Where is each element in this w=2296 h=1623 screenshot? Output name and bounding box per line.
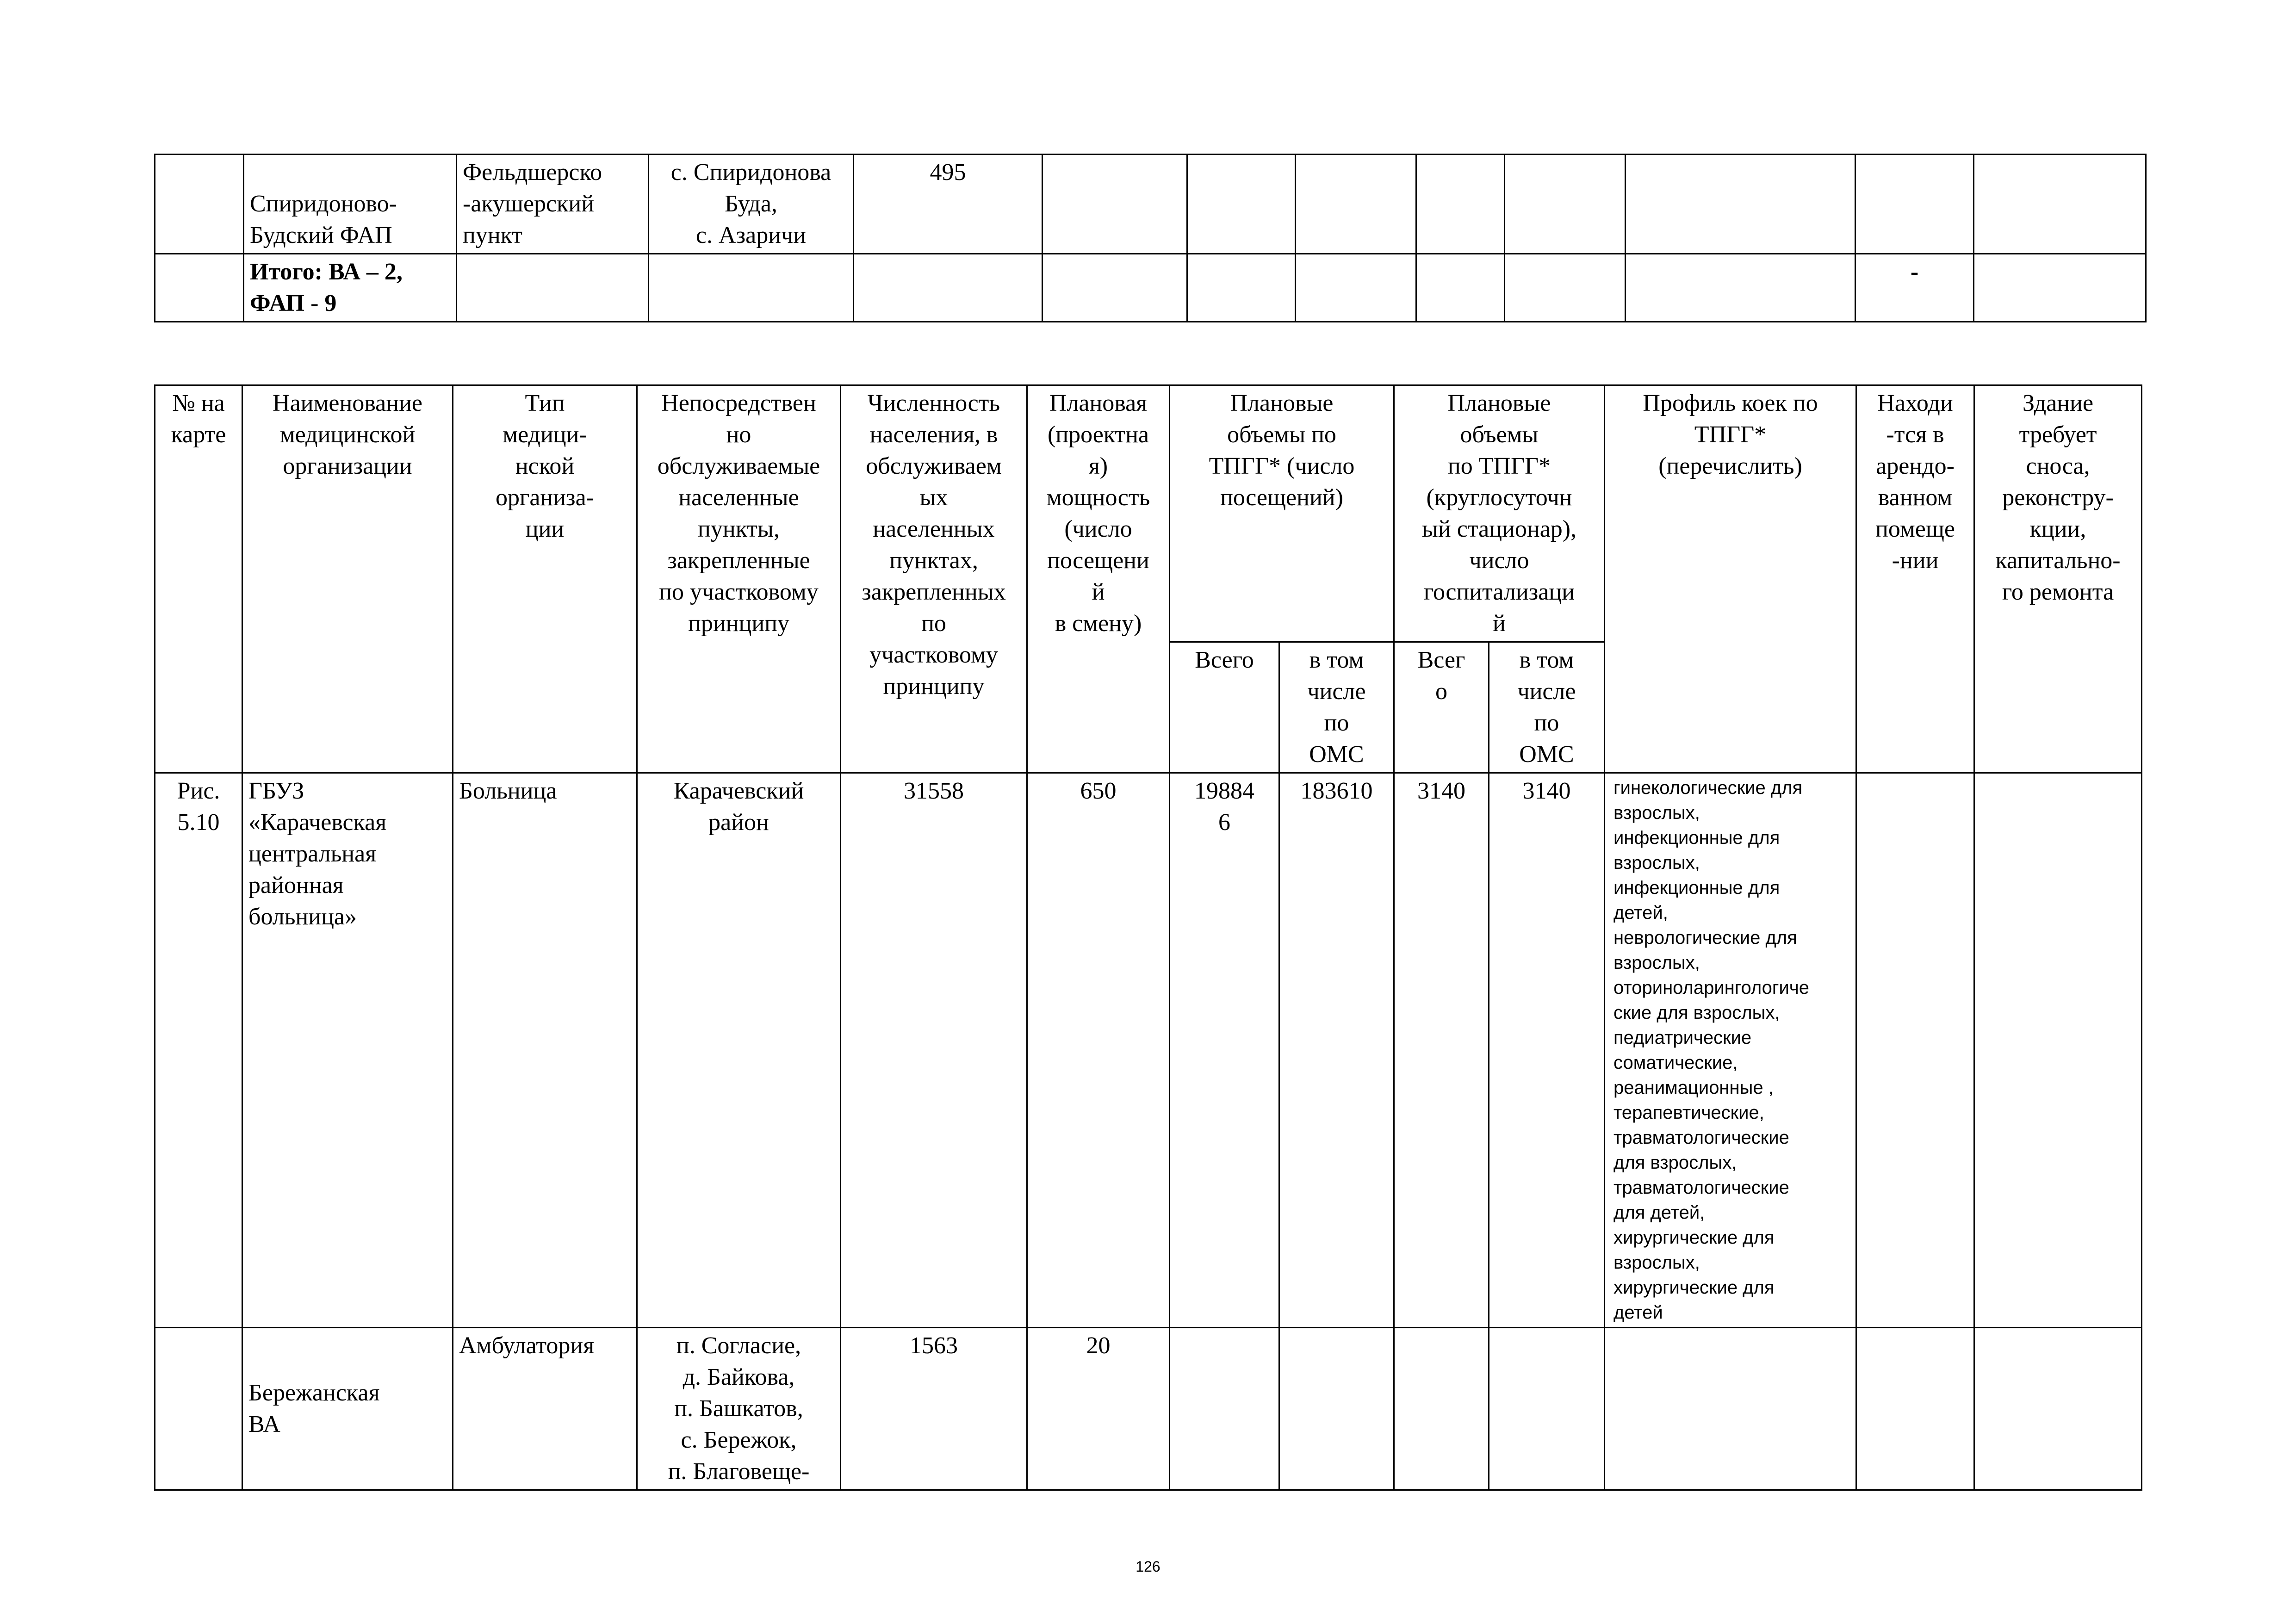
cell-name: Спиридоново- Будский ФАП bbox=[244, 155, 457, 254]
cell-type: Фельдшерско -акушерский пункт bbox=[457, 155, 649, 254]
table-row bbox=[155, 1328, 2142, 1490]
cell-visits-oms bbox=[1296, 155, 1416, 254]
header-map-number: № на карте bbox=[155, 385, 242, 773]
cell-repair bbox=[1974, 1328, 2142, 1490]
table-row bbox=[155, 254, 2146, 322]
cell-total-label: Итого: ВА – 2, ФАП - 9 bbox=[244, 254, 457, 322]
cell-rented bbox=[1856, 1328, 1974, 1490]
cell-visits-total bbox=[1170, 1328, 1279, 1490]
header-hosp-oms: в том числе по ОМС bbox=[1489, 642, 1605, 773]
page-number: 126 bbox=[1136, 1558, 1160, 1575]
cell-capacity: 650 bbox=[1027, 773, 1170, 1328]
cell-visits-total: 19884 6 bbox=[1170, 773, 1279, 1328]
cell-hosp-oms bbox=[1505, 155, 1626, 254]
cell-hosp-total bbox=[1394, 1328, 1489, 1490]
cell-points: Карачевский район bbox=[637, 773, 841, 1328]
cell-capacity bbox=[1043, 155, 1187, 254]
cell-visits-total bbox=[1187, 254, 1296, 322]
cell-name: ГБУЗ «Карачевская центральная районная больница» bbox=[242, 773, 453, 1328]
cell-population: 1563 bbox=[841, 1328, 1027, 1490]
header-capacity: Плановая (проектна я) мощность (число посещени й в смену) bbox=[1027, 385, 1170, 773]
cell-beds: гинекологические для взрослых, инфекционные для взрослых, инфекционные для детей, неврологические для взрослых, оториноларингологиче ские для взрослых, педиатрические соматические, реанимационные , терапевтические, травматологические для взрослых, травматологические для детей, хирургические для взрослых, хирургические для детей bbox=[1605, 773, 1856, 1328]
cell-beds bbox=[1605, 1328, 1856, 1490]
cell-hosp-total: 3140 bbox=[1394, 773, 1489, 1328]
header-visits-oms: в том числе по ОМС bbox=[1279, 642, 1394, 773]
table-row bbox=[155, 155, 2146, 254]
cell-rented: - bbox=[1855, 254, 1974, 322]
cell-num bbox=[155, 254, 244, 322]
cell-beds bbox=[1626, 155, 1855, 254]
cell-name: Бережанская ВА bbox=[242, 1328, 453, 1490]
header-rented: Находи -тся в арендо- ванном помеще -нии bbox=[1856, 385, 1974, 773]
cell-type: Амбулатория bbox=[453, 1328, 637, 1490]
cell-population: 31558 bbox=[841, 773, 1027, 1328]
header-population: Численность населения, в обслуживаем ых населенных пунктах, закрепленных по участковому принципу bbox=[841, 385, 1027, 773]
header-bed-profile: Профиль коек по ТПГГ* (перечислить) bbox=[1605, 385, 1856, 773]
cell-rented bbox=[1856, 773, 1974, 1328]
header-repair: Здание требует сноса, реконстру- кции, капитально- го ремонта bbox=[1974, 385, 2142, 773]
header-hosp-total: Всег о bbox=[1394, 642, 1489, 773]
cell-beds bbox=[1626, 254, 1855, 322]
cell-repair bbox=[1974, 773, 2142, 1328]
cell-capacity: 20 bbox=[1027, 1328, 1170, 1490]
medical-organizations-table bbox=[154, 384, 2142, 1491]
cell-population: 495 bbox=[854, 155, 1043, 254]
cell-hosp-oms bbox=[1489, 1328, 1605, 1490]
header-visits-total: Всего bbox=[1170, 642, 1279, 773]
table-row bbox=[155, 773, 2142, 1328]
cell-capacity bbox=[1043, 254, 1187, 322]
header-org-name: Наименование медицинской организации bbox=[242, 385, 453, 773]
cell-num bbox=[155, 155, 244, 254]
header-org-type: Тип медици- нской организа- ции bbox=[453, 385, 637, 773]
cell-rented bbox=[1855, 155, 1974, 254]
header-served-points: Непосредствен но обслуживаемые населенные пункты, закрепленные по участковому принципу bbox=[637, 385, 841, 773]
cell-points bbox=[649, 254, 854, 322]
cell-repair bbox=[1974, 254, 2146, 322]
cell-points: п. Согласие, д. Байкова, п. Башкатов, с. Бережок, п. Благовеще- bbox=[637, 1328, 841, 1490]
cell-type bbox=[457, 254, 649, 322]
cell-num bbox=[155, 1328, 242, 1490]
cell-visits-oms: 183610 bbox=[1279, 773, 1394, 1328]
cell-hosp-total bbox=[1416, 155, 1505, 254]
header-row bbox=[155, 385, 2142, 642]
cell-population bbox=[854, 254, 1043, 322]
header-planned-hospitalizations: Плановые объемы по ТПГГ* (круглосуточн ый стационар), число госпитализаци й bbox=[1394, 385, 1605, 642]
cell-visits-oms bbox=[1279, 1328, 1394, 1490]
header-planned-visits: Плановые объемы по ТПГГ* (число посещений) bbox=[1170, 385, 1394, 642]
cell-visits-oms bbox=[1296, 254, 1416, 322]
continuation-table bbox=[154, 154, 2147, 322]
cell-num: Рис. 5.10 bbox=[155, 773, 242, 1328]
cell-visits-total bbox=[1187, 155, 1296, 254]
cell-hosp-oms bbox=[1505, 254, 1626, 322]
cell-hosp-total bbox=[1416, 254, 1505, 322]
cell-type: Больница bbox=[453, 773, 637, 1328]
cell-repair bbox=[1974, 155, 2146, 254]
cell-hosp-oms: 3140 bbox=[1489, 773, 1605, 1328]
cell-points: с. Спиридонова Буда, с. Азаричи bbox=[649, 155, 854, 254]
